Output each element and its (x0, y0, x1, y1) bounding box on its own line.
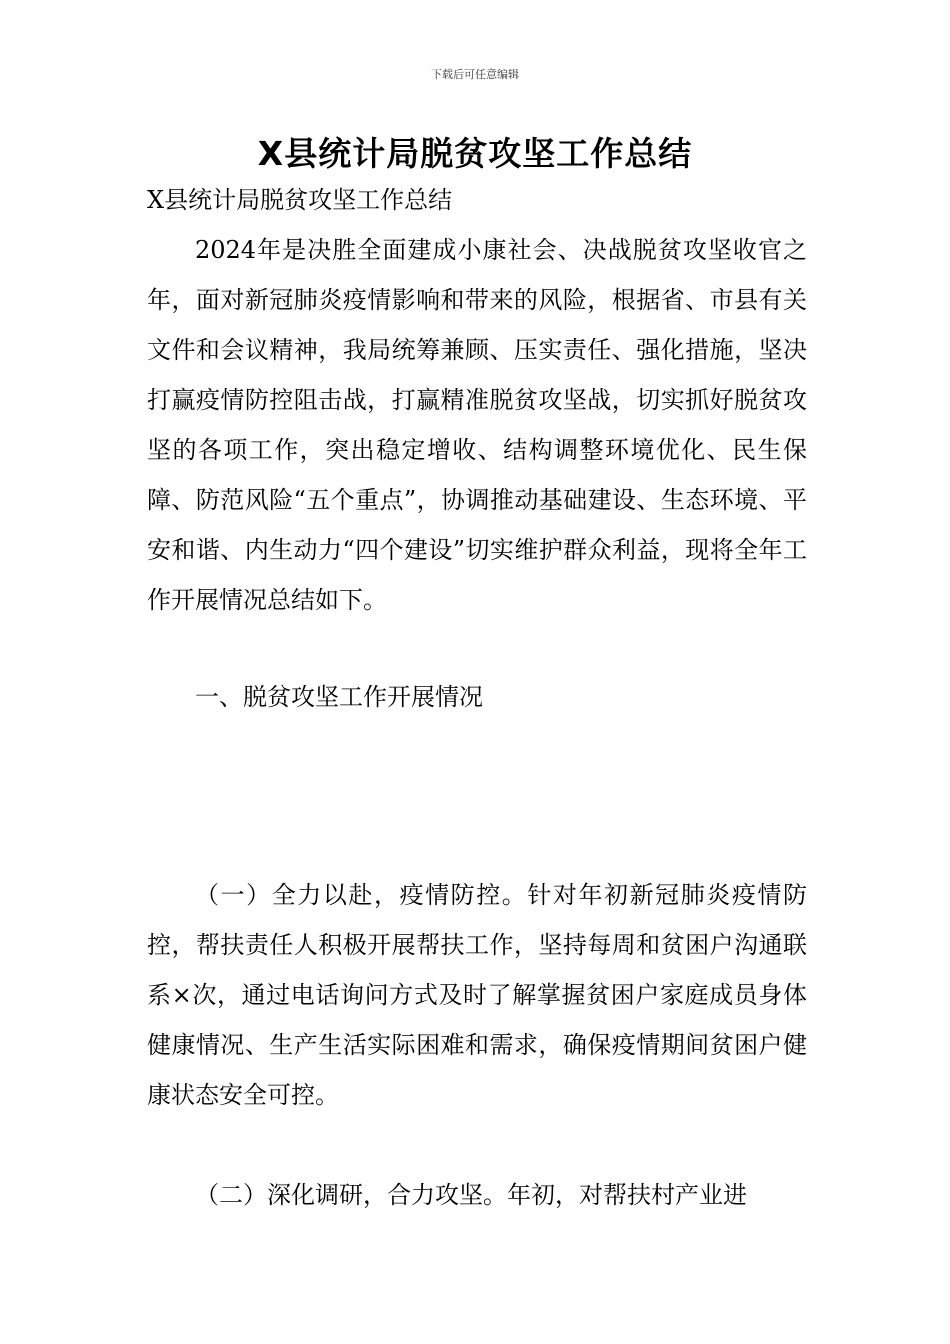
header-note: 下载后可任意编辑 (431, 68, 519, 81)
section-heading-1: 一、脱贫攻坚工作开展情况 (195, 683, 483, 711)
document-subtitle: X县统计局脱贫攻坚工作总结 (147, 186, 453, 214)
subsection-paragraph-2: （二）深化调研，合力攻坚。年初，对帮扶村产业进 (195, 1181, 747, 1209)
intro-paragraph: 2024年是决胜全面建成小康社会、决战脱贫攻坚收官之年，面对新冠肺炎疫情影响和带来的风险，根据省、市县有关文件和会议精神，我局统筹兼顾、压实责任、强化措施，坚决打赢疫情防控阻击战，打赢精准脱贫攻坚战，切实抓好脱贫攻坚的各项工作，突出稳定增收、结构调整环境优化、民生保障、防范风险“五个重点”，协调推动基础建设、生态环境、平安和谐、内生动力“四个建设”切实维护群众利益，现将全年工作开展情况总结如下。 (147, 236, 807, 614)
subsection-paragraph-1: （一）全力以赴，疫情防控。针对年初新冠肺炎疫情防控，帮扶责任人积极开展帮扶工作，坚持每周和贫困户沟通联系×次，通过电话询问方式及时了解掌握贫困户家庭成员身体健康情况、生产生活实际困难和需求，确保疫情期间贫困户健康状态安全可控。 (147, 881, 807, 1109)
document-title: X县统计局脱贫攻坚工作总结 (257, 134, 693, 173)
